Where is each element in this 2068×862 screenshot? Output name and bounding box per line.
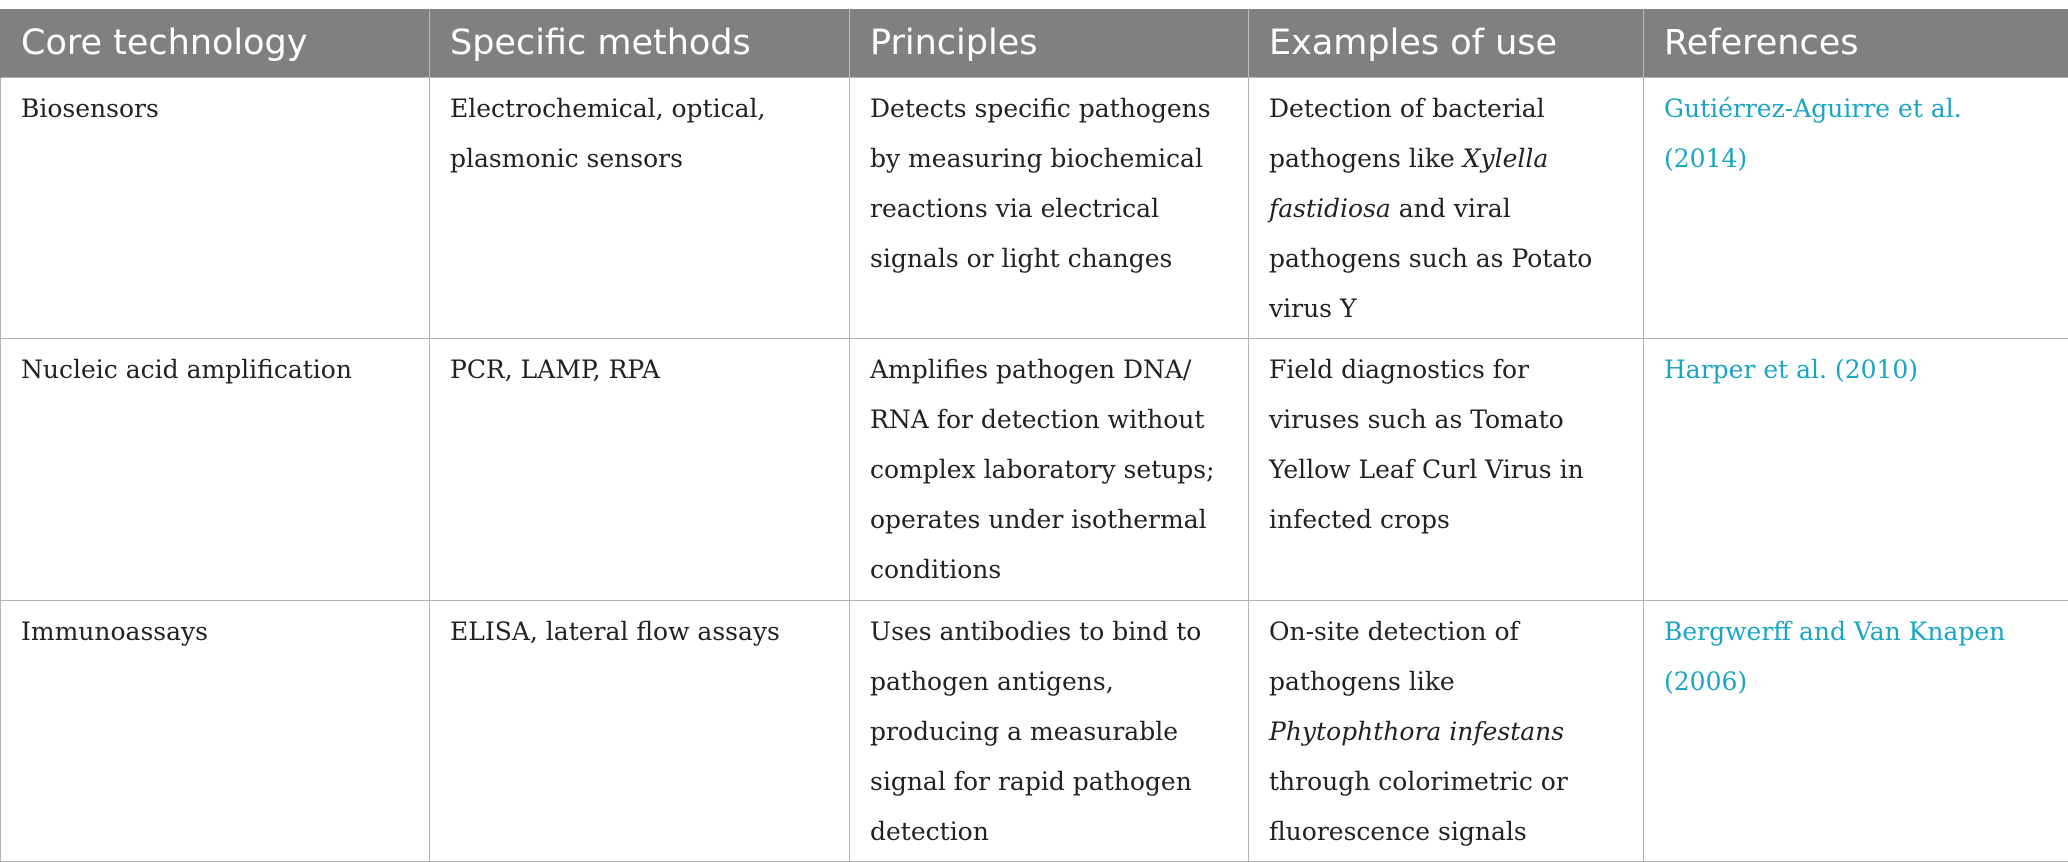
reference-link[interactable]: Harper et al. (2010) xyxy=(1664,355,1918,384)
cell-specific-methods: ELISA, lateral flow assays xyxy=(430,601,850,862)
examples-text: On-site detection of pathogens like xyxy=(1269,617,1519,696)
reference-link[interactable]: Bergwerff and Van Knapen (2006) xyxy=(1664,617,2005,696)
cell-specific-methods: Electrochemical, optical, plasmonic sensors xyxy=(430,78,850,339)
table-row xyxy=(1,78,2068,339)
cell-references xyxy=(1644,78,2068,339)
reference-link[interactable]: Gutiérrez-Aguirre et al. (2014) xyxy=(1664,94,1962,173)
header-core-technology: Core technology xyxy=(1,9,430,78)
table-row xyxy=(1,601,2068,862)
cell-core-technology: Immunoassays xyxy=(1,601,430,862)
examples-text: through colorimetric or fluorescence signals xyxy=(1269,767,1568,846)
table-header xyxy=(1,9,2068,78)
cell-examples-of-use xyxy=(1249,78,1644,339)
cell-principles: Uses antibodies to bind to pathogen antigens, producing a measurable signal for rapid pathogen detection xyxy=(850,601,1249,862)
cell-principles: Detects specific pathogens by measuring biochemical reactions via electrical signals or light changes xyxy=(850,78,1249,339)
cell-examples-of-use xyxy=(1249,339,1644,601)
examples-text: Detection of bacterial pathogens like xyxy=(1269,94,1545,173)
cell-references xyxy=(1644,339,2068,601)
cell-references xyxy=(1644,601,2068,862)
technology-table xyxy=(0,9,2068,862)
cell-core-technology: Biosensors xyxy=(1,78,430,339)
pathogen-name: Phytophthora infestans xyxy=(1269,717,1564,746)
cell-core-technology: Nucleic acid amplification xyxy=(1,339,430,601)
header-principles: Principles xyxy=(850,9,1249,78)
header-examples-of-use: Examples of use xyxy=(1249,9,1644,78)
cell-specific-methods: PCR, LAMP, RPA xyxy=(430,339,850,601)
header-references: References xyxy=(1644,9,2068,78)
table-body xyxy=(1,78,2068,862)
cell-examples-of-use xyxy=(1249,601,1644,862)
table-row xyxy=(1,339,2068,601)
examples-text: and viral pathogens such as Potato virus Y xyxy=(1269,194,1592,323)
header-row xyxy=(1,9,2068,78)
header-specific-methods: Specific methods xyxy=(430,9,850,78)
pathogen-name: Xylella fastidiosa xyxy=(1269,144,1548,223)
technology-table-container xyxy=(0,9,2068,862)
examples-text: Field diagnostics for viruses such as Tomato Yellow Leaf Curl Virus in infected crops xyxy=(1269,355,1584,534)
cell-principles: Amplifies pathogen DNA/ RNA for detection without complex laboratory setups; operates under isothermal conditions xyxy=(850,339,1249,601)
